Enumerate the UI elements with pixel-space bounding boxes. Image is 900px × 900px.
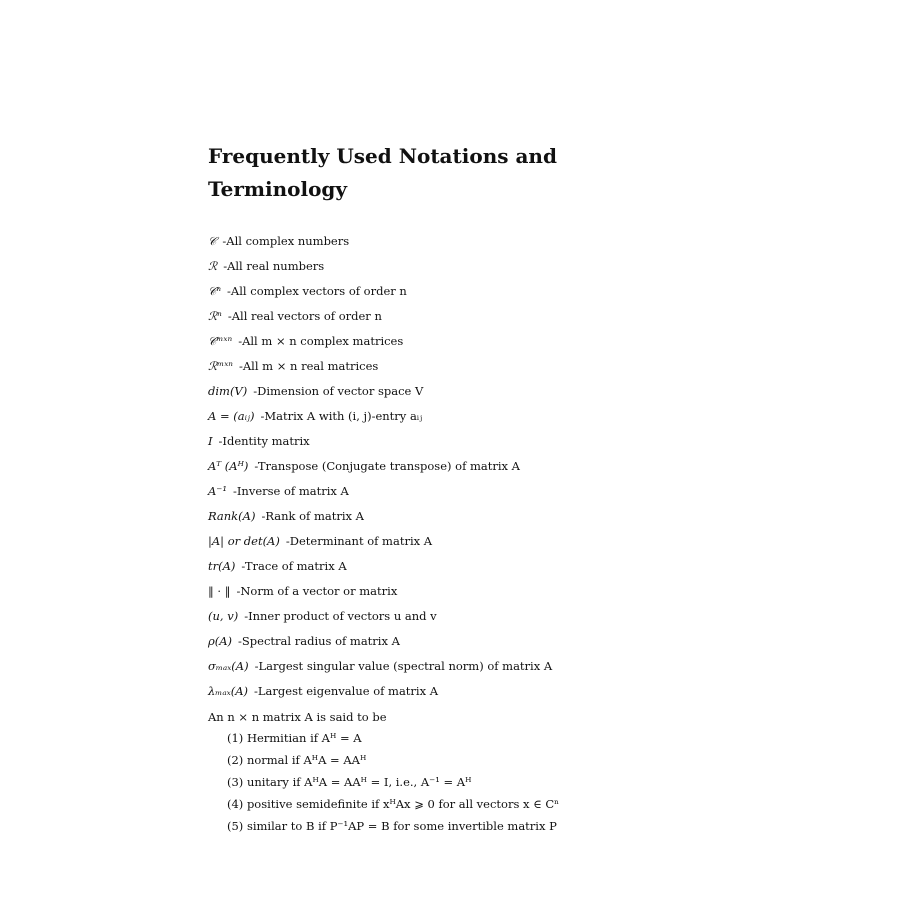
notation-symbol: dim(V) [208,384,248,398]
definition-item: (1) Hermitian if Aᴴ = A [227,731,362,745]
definitions-intro: An n × n matrix A is said to be [208,710,387,724]
notation-symbol: Rank(A) [208,509,256,523]
notation-row [208,229,808,254]
definition-list [227,727,808,837]
definition-item: (2) normal if AᴴA = AAᴴ [227,753,367,767]
notation-description: -All real numbers [223,259,325,273]
notation-symbol: σₘₐₓ(A) [208,659,249,673]
notation-symbol: tr(A) [208,559,236,573]
notation-row [208,304,808,329]
notation-description: -All m × n real matrices [238,359,379,373]
notation-row [208,354,808,379]
notation-description: -Spectral radius of matrix A [238,634,400,648]
notation-description: -Transpose (Conjugate transpose) of matrix A [254,459,520,473]
notation-description: -Identity matrix [218,434,310,448]
notation-row [208,679,808,704]
notation-symbol: 𝒞ⁿ [208,284,222,298]
notation-description: -All complex vectors of order n [227,284,407,298]
notation-list [208,229,808,704]
definition-item: (3) unitary if AᴴA = AAᴴ = I, i.e., A⁻¹ = Aᴴ [227,775,472,789]
notation-row [208,604,808,629]
notation-description: -All complex numbers [222,234,350,248]
notation-description: -Matrix A with (i, j)-entry aᵢⱼ [260,409,423,423]
notation-row [208,329,808,354]
notation-description: -Inverse of matrix A [233,484,349,498]
notation-row [208,654,808,679]
notation-row [208,454,808,479]
notation-symbol: |A| or det(A) [208,534,280,548]
notation-description: -Rank of matrix A [261,509,364,523]
notation-symbol: A = (aᵢⱼ) [208,409,255,423]
notation-symbol: ℛ [208,259,218,273]
definition-item: (5) similar to B if P⁻¹AP = B for some invertible matrix P [227,819,557,833]
document-page [208,140,808,837]
notation-description: -All m × n complex matrices [238,334,404,348]
notation-symbol: 𝒞 [208,234,217,248]
notation-row [208,254,808,279]
notation-row [208,529,808,554]
notation-description: -Largest eigenvalue of matrix A [254,684,439,698]
notation-symbol: (u, v) [208,609,239,623]
page-title: Frequently Used Notations and Terminology [208,144,557,201]
notation-row [208,579,808,604]
notation-row [208,629,808,654]
notation-symbol: Aᵀ (Aᴴ) [208,459,249,473]
definition-item: (4) positive semidefinite if xᴴAx ⩾ 0 for all vectors x ∈ Cⁿ [227,797,560,811]
notation-description: -Determinant of matrix A [285,534,433,548]
notation-description: -Trace of matrix A [241,559,347,573]
notation-row [208,404,808,429]
notation-description: -Dimension of vector space V [253,384,424,398]
notation-description: -All real vectors of order n [227,309,382,323]
notation-row [208,479,808,504]
notation-symbol: 𝒞ᵐˣⁿ [208,334,233,348]
notation-symbol: ρ(A) [208,634,233,648]
notation-row [208,279,808,304]
notation-description: -Largest singular value (spectral norm) of matrix A [254,659,553,673]
notation-description: -Inner product of vectors u and v [244,609,437,623]
notation-symbol: I [208,434,213,448]
notation-row [208,429,808,454]
notation-row [208,554,808,579]
notation-symbol: ℛⁿ [208,309,222,323]
notation-row [208,379,808,404]
notation-symbol: λₘₐₓ(A) [208,684,249,698]
notation-symbol: A⁻¹ [208,484,227,498]
notation-description: -Norm of a vector or matrix [236,584,398,598]
notation-symbol: ‖ · ‖ [208,584,231,598]
notation-row [208,504,808,529]
notation-symbol: ℛᵐˣⁿ [208,359,233,373]
